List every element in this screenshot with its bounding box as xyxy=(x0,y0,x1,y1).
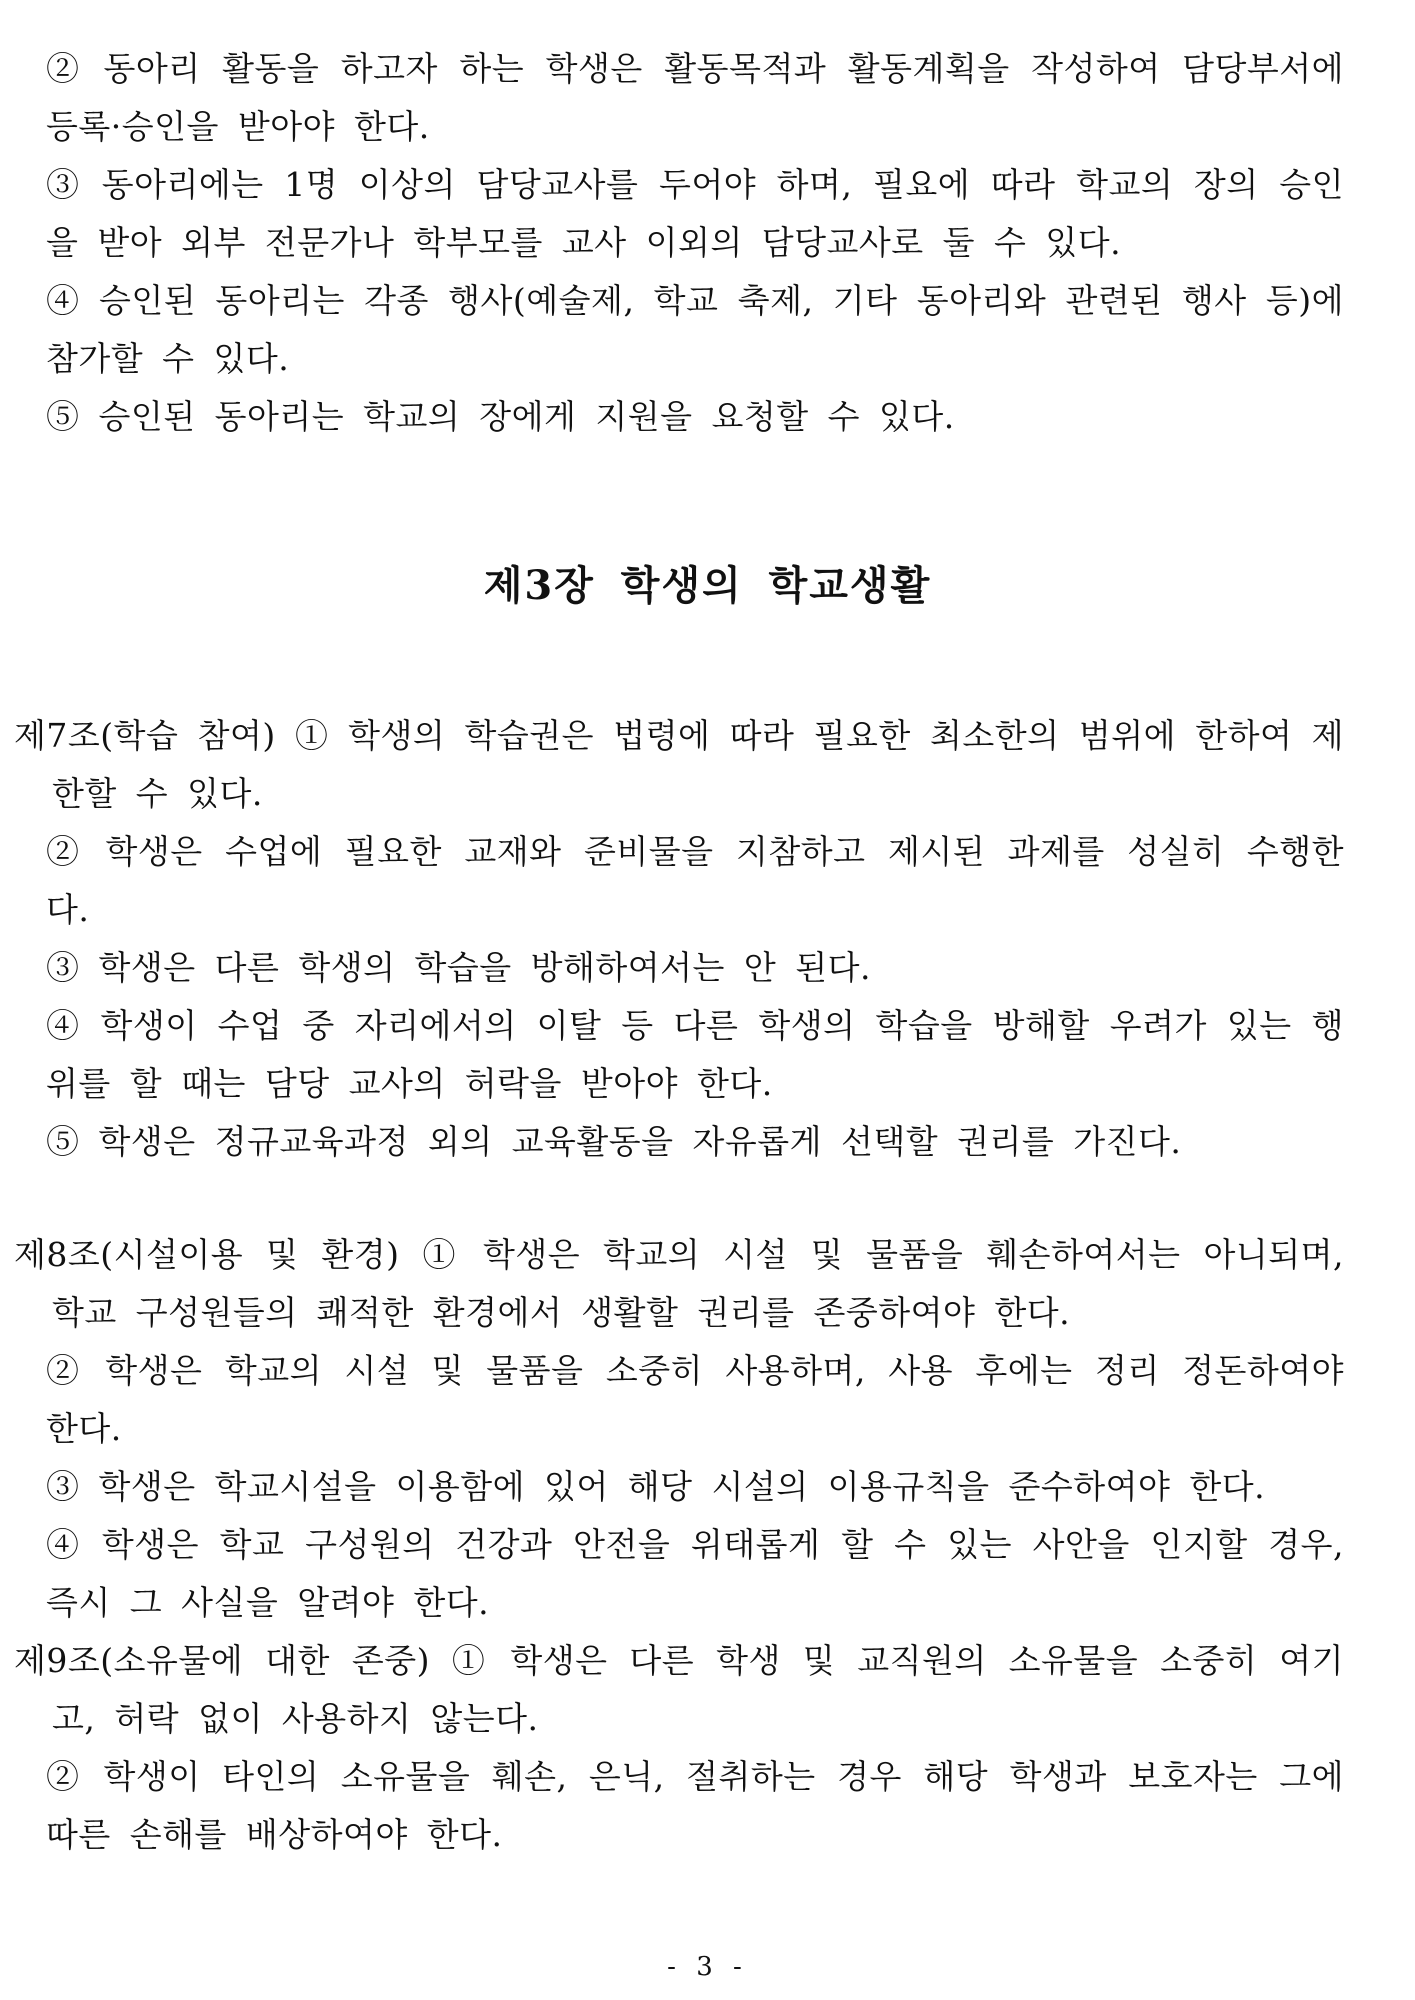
article-8-item-3: ③ 학생은 학교시설을 이용함에 있어 해당 시설의 이용규칙을 준수하여야 한다. xyxy=(46,1467,1266,1506)
article-7-item-1: 제7조(학습 참여) ① 학생의 학습권은 법령에 따라 필요한 최소한의 범위에 한하여 제한할 수 있다. xyxy=(14,716,1344,813)
article-8-item-4: ④ 학생은 학교 구성원의 건강과 안전을 위태롭게 할 수 있는 사안을 인지할 경우, 즉시 그 사실을 알려야 한다. xyxy=(46,1525,1344,1622)
article-7-item-3: ③ 학생은 다른 학생의 학습을 방해하여서는 안 된다. xyxy=(46,948,871,987)
article-7-item-5: ⑤ 학생은 정규교육과정 외의 교육활동을 자유롭게 선택할 권리를 가진다. xyxy=(46,1122,1182,1161)
article-7-item-2: ② 학생은 수업에 필요한 교재와 준비물을 지참하고 제시된 과제를 성실히 수행한다. xyxy=(46,832,1344,929)
ch2-item-5: ⑤ 승인된 동아리는 학교의 장에게 지원을 요청할 수 있다. xyxy=(46,397,955,436)
ch2-item-3: ③ 동아리에는 1명 이상의 담당교사를 두어야 하며, 필요에 따라 학교의 장의 승인을 받아 외부 전문가나 학부모를 교사 이외의 담당교사로 둘 수 있다. xyxy=(46,165,1344,262)
ch2-item-2: ② 동아리 활동을 하고자 하는 학생은 활동목적과 활동계획을 작성하여 담당부서에 등록·승인을 받아야 한다. xyxy=(46,49,1344,146)
article-9-item-2: ② 학생이 타인의 소유물을 훼손, 은닉, 절취하는 경우 해당 학생과 보호자는 그에 따른 손해를 배상하여야 한다. xyxy=(46,1757,1344,1854)
chapter-3-title: 제3장 학생의 학교생활 xyxy=(483,562,932,609)
page-number: - 3 - xyxy=(667,1952,748,1982)
article-7-item-4: ④ 학생이 수업 중 자리에서의 이탈 등 다른 학생의 학습을 방해할 우려가 있는 행위를 할 때는 담당 교사의 허락을 받아야 한다. xyxy=(46,1006,1344,1103)
article-9-item-1: 제9조(소유물에 대한 존중) ① 학생은 다른 학생 및 교직원의 소유물을 소중히 여기고, 허락 없이 사용하지 않는다. xyxy=(14,1641,1344,1738)
article-8-item-2: ② 학생은 학교의 시설 및 물품을 소중히 사용하며, 사용 후에는 정리 정돈하여야 한다. xyxy=(46,1351,1344,1448)
ch2-item-4: ④ 승인된 동아리는 각종 행사(예술제, 학교 축제, 기타 동아리와 관련된 행사 등)에 참가할 수 있다. xyxy=(46,281,1344,378)
article-8-item-1: 제8조(시설이용 및 환경) ① 학생은 학교의 시설 및 물품을 훼손하여서는 아니되며, 학교 구성원들의 쾌적한 환경에서 생활할 권리를 존중하여야 한다. xyxy=(14,1235,1344,1332)
